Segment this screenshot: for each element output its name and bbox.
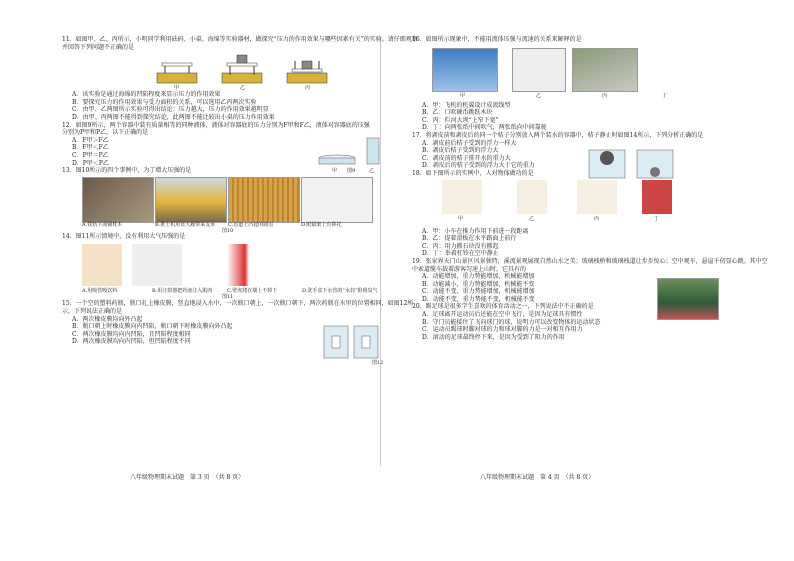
tactile-paving-photo bbox=[228, 177, 300, 223]
q18-option-d: D．丁：举着杠铃在空中静止 bbox=[422, 250, 499, 258]
q19-stem: 19．张家界天门山景区风景独特，溪流景观展现自然山水之美；玻璃栈桥和玻璃栈道让步步惊心；空中观车，悬崖千仞显心跳。其中空中索道缆车载着游客匀速上山时，它具有的 bbox=[412, 257, 768, 273]
q12-caption: 图9 bbox=[347, 167, 356, 174]
rail-photo bbox=[82, 177, 154, 223]
q16-option-b: B．乙：口吹硬币跳跃木块 bbox=[422, 109, 493, 117]
q17-option-b: B．剥皮后桔子受到的浮力大 bbox=[422, 147, 499, 155]
q12-option-b: B．F甲＜F乙 bbox=[72, 144, 109, 152]
q15-block bbox=[62, 300, 422, 367]
push-cart-drawing bbox=[442, 180, 482, 214]
lift-stone-drawing bbox=[577, 180, 617, 214]
q12-option-c: C．P甲＝P乙 bbox=[72, 151, 109, 159]
q18-label-ding: 丁 bbox=[654, 215, 660, 222]
q18-label-bing: 丙 bbox=[594, 215, 600, 222]
q19-option-c: C．动能不变，重力势能增加，机械能增加 bbox=[422, 288, 535, 296]
q16-option-c: C．丙：拦河大坝“上窄下宽” bbox=[422, 116, 499, 124]
q16-figures bbox=[412, 44, 772, 102]
page-right bbox=[412, 36, 772, 341]
sponge-table-figure bbox=[152, 51, 352, 91]
q16-stem: 16．如图所示现象中，不能用流体压强与流速的关系来解释的是 bbox=[412, 36, 582, 43]
q15-option-d: D．两次橡皮膜均向内凹陷，但凹陷程度不同 bbox=[72, 338, 191, 346]
cable-car-photo bbox=[657, 278, 719, 320]
q18-label-yi: 乙 bbox=[529, 215, 535, 222]
paper-sheets-drawing bbox=[644, 48, 684, 90]
q16-label-ding: 丁 bbox=[662, 92, 668, 99]
q18-option-c: C．丙：用力搬石块没有搬起 bbox=[422, 242, 499, 250]
q20-option-a: A．足球离开运动员后还能在空中飞行，是因为足球具有惯性 bbox=[422, 311, 583, 319]
q18-option-b: B．乙：提着滑板在水平路面上前行 bbox=[422, 235, 517, 243]
q13-caption-d: D.眼镜架上有鼻托 bbox=[301, 221, 342, 228]
q12-stem: 12．如图9所示，两个容器中装有质量相等的同种液体，液体对容器底的压力分别为F甲和F乙，液体对容器底的压强分别为P甲和P乙，以下正确的是 bbox=[62, 121, 370, 137]
q19-option-b: B．动能减小，重力势能增加，机械能不变 bbox=[422, 280, 535, 288]
q12-option-a: A．F甲＞F乙 bbox=[72, 136, 109, 144]
q15-option-a: A．两次橡皮膜均向外凸起 bbox=[72, 315, 143, 323]
q11-option-d: D．由甲、丙两图不能得到探究结论，此两图不能比较出小桌的压力作用效果 bbox=[72, 113, 275, 121]
q17-option-c: C．剥皮前的桔子排开水的重力大 bbox=[422, 154, 511, 162]
footer-right: 八年级物理期末试题 第 4 页 （共 8 页） bbox=[480, 474, 595, 481]
q13-caption-a: A.铁轨下面铺枕木 bbox=[82, 221, 123, 228]
gecko-photo bbox=[227, 244, 267, 286]
q16-label-bing: 丙 bbox=[602, 92, 608, 99]
q18-figures bbox=[412, 178, 772, 228]
q15-option-c: C．两次橡皮膜均向内凹陷，且凹陷程度相同 bbox=[72, 330, 191, 338]
fig-label-bing: 丙 bbox=[305, 85, 311, 92]
q14-fig-caption: 图11 bbox=[222, 294, 234, 301]
coin-blow-photo bbox=[512, 48, 566, 92]
q17-option-a: A．剥皮前后桔子受到的浮力一样大 bbox=[422, 139, 517, 147]
q18-stem: 18．如下图所示的实例中，人对物体做功的是 bbox=[412, 169, 534, 177]
q16-label-yi: 乙 bbox=[536, 92, 542, 99]
q15-stem: 15．一个空的塑料药瓶，瓶口扎上橡皮膜，竖直地浸入水中，一次瓶口朝上，一次瓶口朝下，两次药瓶在水里的位置相同，如图12所示，下列说法正确的是 bbox=[62, 300, 414, 315]
q12-label-yi: 乙 bbox=[369, 167, 375, 174]
q19-option-d: D．动能不变，重力势能不变，机械能不变 bbox=[422, 295, 535, 303]
q20-option-c: C．运动员踢球时脚对球的力和球对脚的力是一对相互作用力 bbox=[422, 326, 583, 334]
q20-option-d: D．滚动的足球最终停下来，是因为受到了阻力的作用 bbox=[422, 333, 565, 341]
q11-stem: 11．如图甲、乙、丙所示，小明同学利用砝码、小桌、海绵等实验器材，做探究“压力的作用效果与哪些因素有关”的实验。请仔细观察并回答下列问题不正确的是 bbox=[62, 36, 418, 51]
q12-label-jia: 甲 bbox=[332, 167, 338, 174]
child-drinking-photo bbox=[82, 244, 122, 286]
q19-option-a: A．动能增加，重力势能增加，机械能增加 bbox=[422, 273, 535, 281]
q11-option-c: C．由甲、乙两图所示实验可得出结论：压力越大，压力的作用效果越明显 bbox=[72, 106, 269, 114]
q13-figures bbox=[62, 175, 422, 233]
airplane-photo bbox=[432, 48, 498, 92]
q12-option-d: D．P甲＜P乙 bbox=[72, 159, 109, 167]
bulldozer-photo bbox=[155, 177, 227, 223]
q15-fig-caption: 图12 bbox=[372, 360, 384, 367]
syringe-photo bbox=[132, 244, 182, 286]
dam-photo bbox=[572, 48, 638, 92]
q14-stem: 14．图11所示情境中，没有利用大气压强的是 bbox=[62, 232, 186, 240]
page-left bbox=[62, 36, 422, 367]
glasses-photo bbox=[301, 177, 373, 223]
q20-option-b: B．守门员能接住了飞向球门的球，说明力可以改变物体的运动状态 bbox=[422, 318, 601, 326]
q11-option-a: A．该实验是通过海绵的凹陷程度来显示压力的作用效果 bbox=[72, 91, 221, 99]
q15-option-b: B．瓶口朝上时橡皮膜向内凹陷，瓶口朝下时橡皮膜向外凸起 bbox=[72, 323, 233, 331]
q13-stem: 13．图10所示的四个事例中，为了增大压强的是 bbox=[62, 167, 192, 175]
q13-caption-c: C.盲道上凸起的圆点 bbox=[228, 221, 274, 228]
footer-left: 八年级物理期末试题 第 3 页 （共 8 页） bbox=[130, 474, 245, 481]
q18-label-jia: 甲 bbox=[458, 215, 464, 222]
q14-figures bbox=[62, 240, 422, 300]
q14-caption-c: C.壁虎爬在墙上不掉下 bbox=[227, 288, 278, 295]
q17-block bbox=[412, 132, 772, 170]
q16-option-d: D．丁：向两张纸中间吹气，两张纸向中间靠拢 bbox=[422, 124, 547, 132]
q17-option-d: D．剥皮后的桔子受到的浮力大于它的重力 bbox=[422, 162, 535, 170]
q19-block bbox=[412, 258, 772, 304]
fig-label-jia: 甲 bbox=[174, 85, 180, 92]
q11-figure bbox=[62, 51, 422, 91]
q18-option-a: A．甲：小车在推力作用下前进一段距离 bbox=[422, 227, 529, 235]
q11-option-b: B．要探究压力的作用效果与受力面积的关系，可以选用乙丙两次实验 bbox=[72, 98, 257, 106]
weightlifting-photo bbox=[642, 180, 672, 214]
q16-option-a: A．甲：飞机的机翼设计成流线型 bbox=[422, 101, 511, 109]
q13-fig-caption: 图10 bbox=[222, 227, 234, 234]
carry-skateboard-drawing bbox=[517, 180, 547, 214]
fig-label-yi: 乙 bbox=[240, 85, 246, 92]
q20-stem: 20．踢足球是很多学生喜欢的体育活动之一，下列说法中不正确的是 bbox=[412, 303, 594, 311]
bottles-in-water-figure bbox=[322, 322, 382, 362]
q14-caption-d: D.洗手盆下水管的“水封”阻碍臭气 bbox=[302, 288, 378, 295]
q14-caption-a: A.用吸管吸饮料 bbox=[82, 288, 118, 295]
q14-caption-b: B.用注射器把药液注入肌肉 bbox=[152, 288, 213, 295]
q17-stem: 17．将剥皮前和剥皮后的同一个桔子分别放入两个装水的容器中，桔子静止时如图14所示，下列分析正确的是 bbox=[412, 131, 704, 139]
q16-label-jia: 甲 bbox=[460, 92, 466, 99]
sink-drawing bbox=[312, 244, 372, 286]
q13-caption-b: B.推土机用宽大履带来支承 bbox=[155, 221, 216, 228]
